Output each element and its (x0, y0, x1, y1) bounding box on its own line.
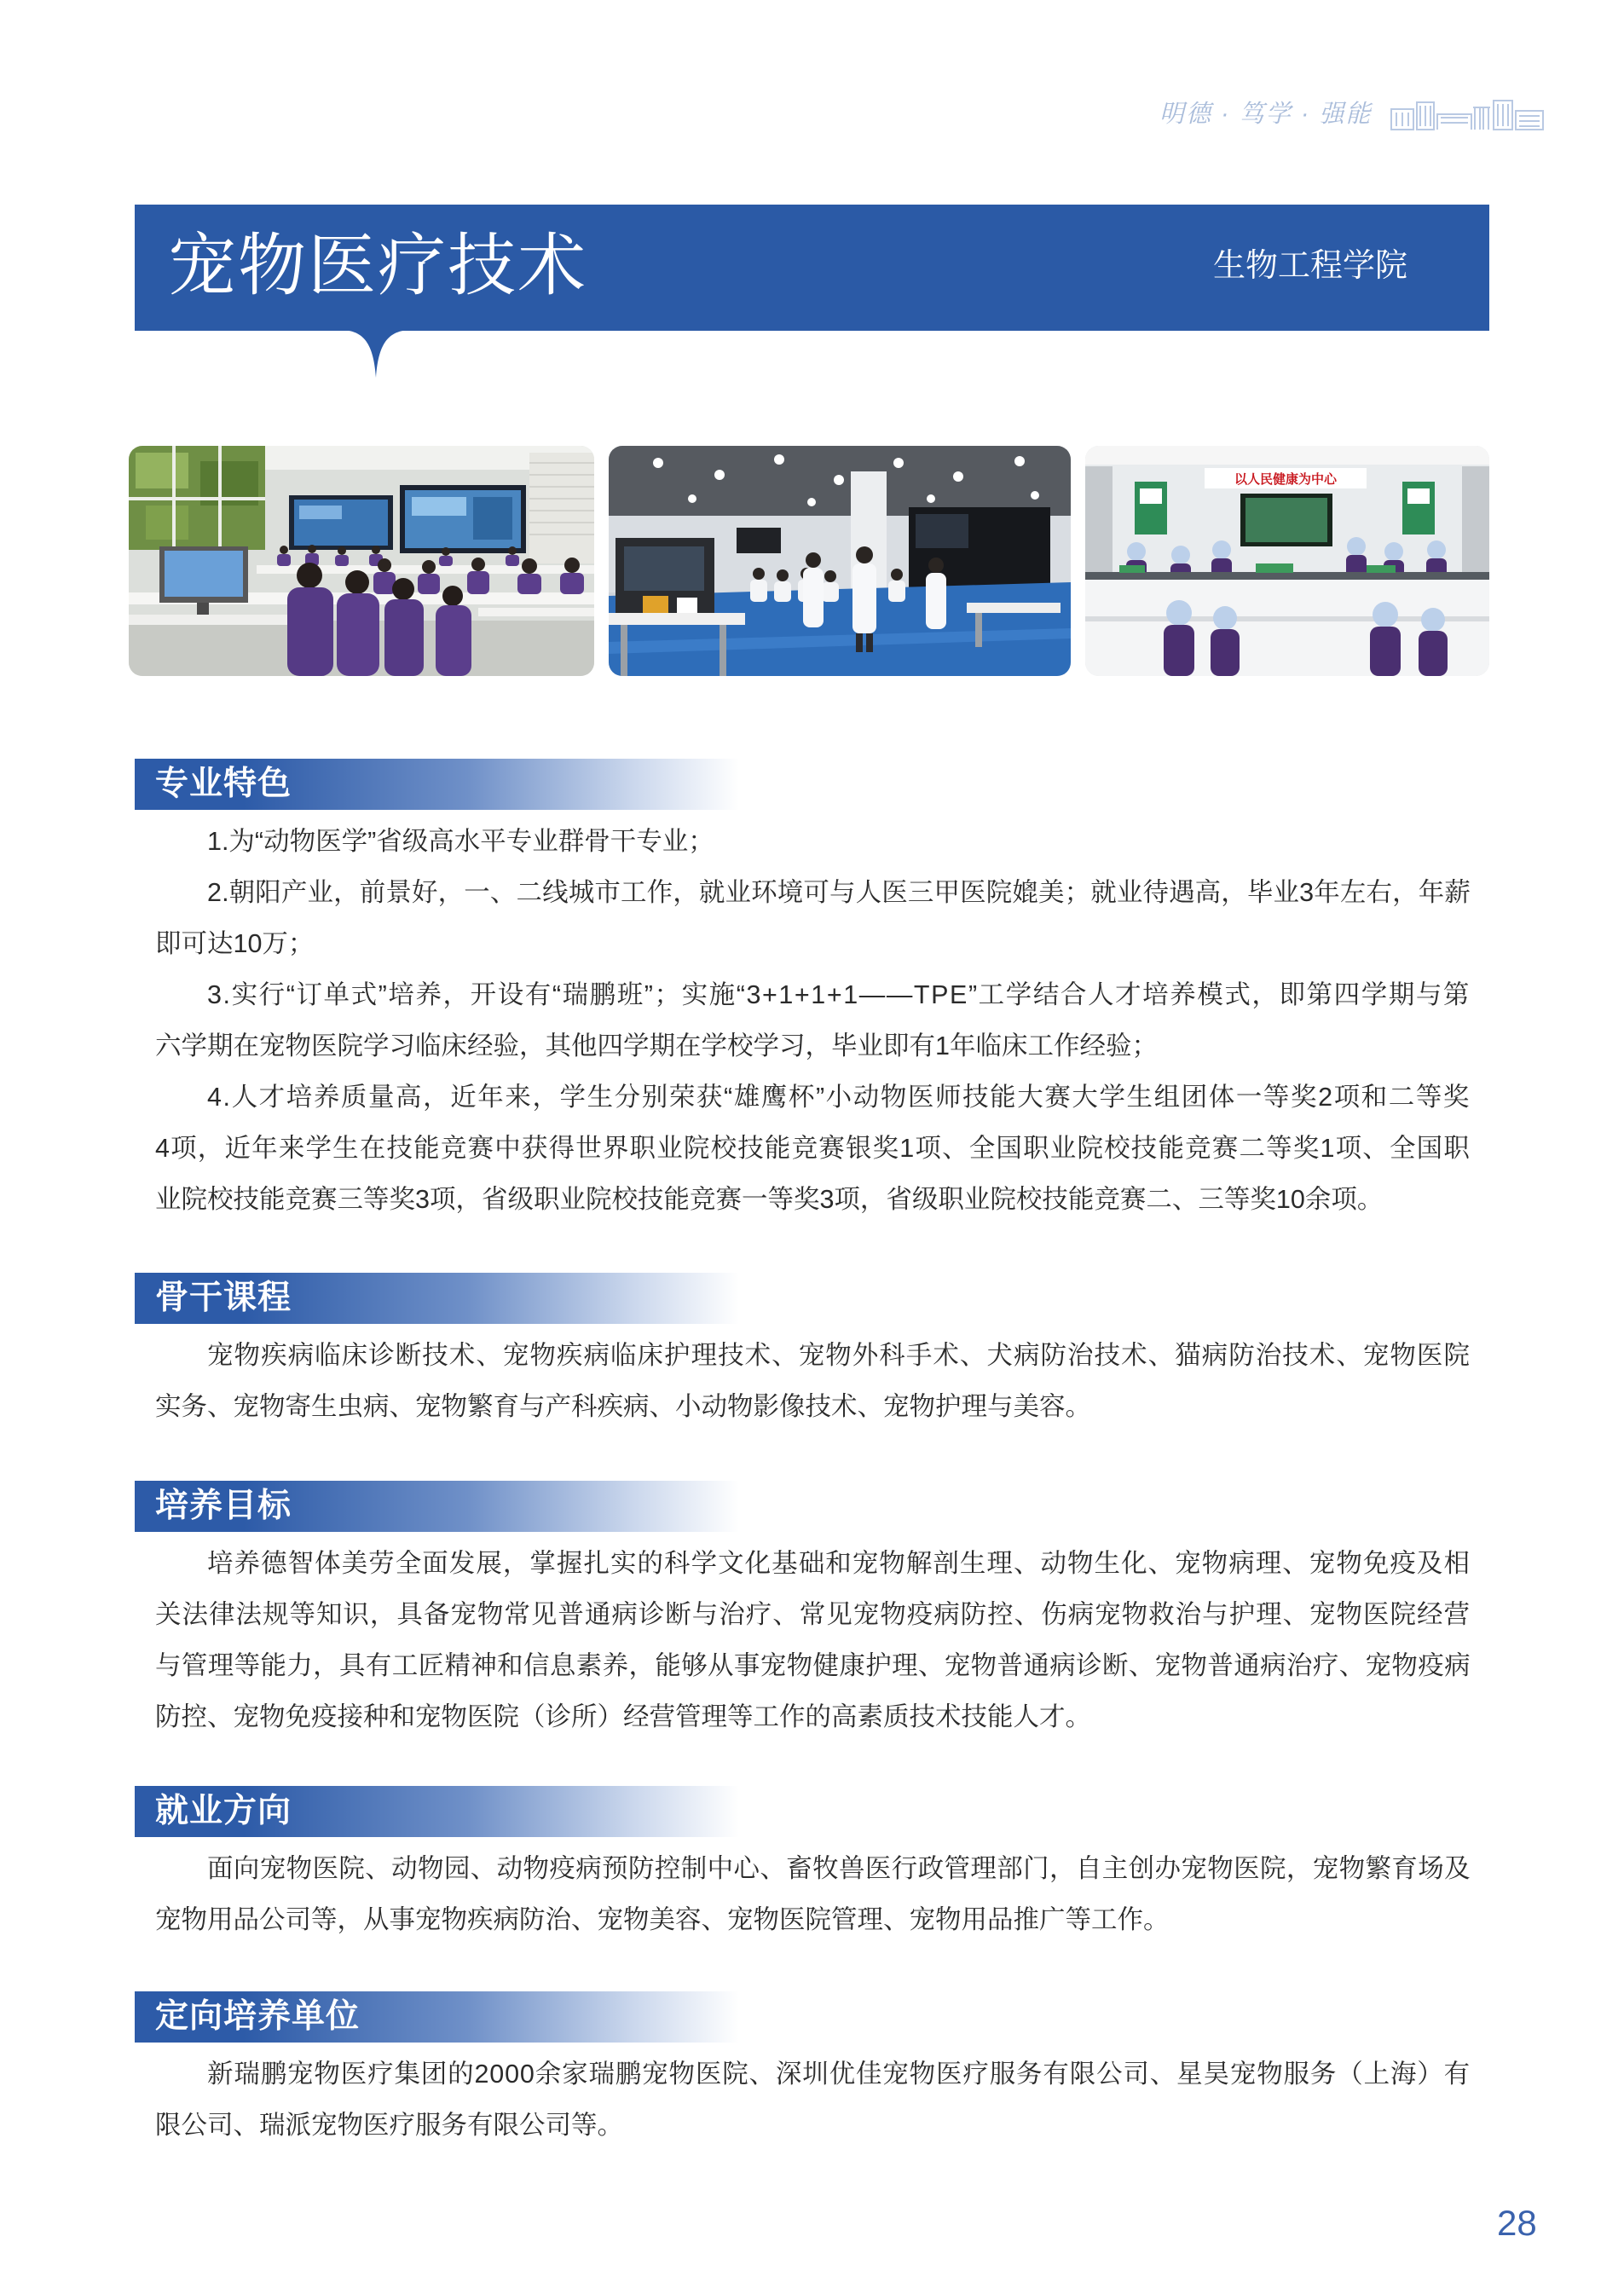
section-heading: 就业方向 (155, 1793, 292, 1829)
paragraph-line: 培养德智体美劳全面发展，掌握扎实的科学文化基础和宠物解剖生理、动物生化、宠物病理、宠物免疫及相 (207, 1549, 1471, 1578)
lab-sign (1205, 468, 1367, 488)
section-partner-units (135, 1991, 1489, 2151)
paragraph-line: 4.人才培养质量高，近年来，学生分别荣获“雄鹰杯”小动物医师技能大赛大学生组团体一等奖2项和二等奖 (207, 1083, 1471, 1112)
section-heading-bar (135, 759, 739, 810)
paragraph-line: 宠物疾病临床诊断技术、宠物疾病临床护理技术、宠物外科手术、犬病防治技术、猫病防治技术、宠物医院 (207, 1341, 1471, 1370)
paragraph-line: 3.实行“订单式”培养，开设有“瑞鹏班”；实施“3+1+1+1——TPE”工学结合人才培养模式，即第四学期与第 (207, 980, 1471, 1009)
photo-practice-hall (609, 446, 1071, 676)
title-banner (135, 205, 1489, 331)
campus-buildings-icon (1390, 97, 1545, 131)
section-body (155, 1538, 1472, 1742)
section-career-direction (135, 1786, 1489, 1945)
paragraph-line: 关法律法规等知识，具备宠物常见普通病诊断与治疗、常见宠物疫病防控、伤病宠物救治与护理、宠物医院经营 (155, 1600, 1471, 1629)
school-slogan: 明德 · 笃学 · 强能 (1159, 101, 1373, 128)
section-body (155, 816, 1472, 1225)
paragraph-line: 4项，近年来学生在技能竞赛中获得世界职业院校技能竞赛银奖1项、全国职业院校技能竞赛二等奖1项、全国职 (155, 1134, 1471, 1163)
section-heading: 骨干课程 (155, 1280, 292, 1316)
paragraph-line: 六学期在宠物医院学习临床经验，其他四学期在学校学习，毕业即有1年临床工作经验； (155, 1031, 1158, 1060)
paragraph-line: 2.朝阳产业，前景好，一、二线城市工作，就业环境可与人医三甲医院媲美；就业待遇高，毕业3年左右，年薪 (207, 878, 1471, 907)
section-training-goals (135, 1481, 1489, 1742)
section-heading: 专业特色 (155, 766, 292, 802)
section-body (155, 2048, 1472, 2151)
paragraph-line: 新瑞鹏宠物医疗集团的2000余家瑞鹏宠物医院、深圳优佳宠物医疗服务有限公司、星昊宠物服务（上海）有 (207, 2060, 1471, 2089)
paragraph-line: 1.为“动物医学”省级高水平专业群骨干专业； (207, 827, 714, 856)
paragraph-line: 实务、宠物寄生虫病、宠物繁育与产科疾病、小动物影像技术、宠物护理与美容。 (155, 1392, 1091, 1421)
paragraph-line: 宠物用品公司等，从事宠物疾病防治、宠物美容、宠物医院管理、宠物用品推广等工作。 (155, 1905, 1170, 1934)
paragraph-line: 面向宠物医院、动物园、动物疫病预防控制中心、畜牧兽医行政管理部门，自主创办宠物医院，宠物繁育场及 (207, 1854, 1471, 1883)
paragraph-line: 与管理等能力，具有工匠精神和信息素养，能够从事宠物健康护理、宠物普通病诊断、宠物普通病治疗、宠物疫病 (155, 1651, 1471, 1680)
section-heading-bar (135, 1481, 739, 1532)
section-body (155, 1843, 1472, 1945)
section-heading-bar (135, 1273, 739, 1324)
photo-computer-lab (129, 446, 594, 676)
lab-sign-text: 以人民健康为中心 (1234, 472, 1338, 487)
major-title: 宠物医疗技术 (168, 228, 587, 303)
paragraph-line: 即可达10万； (155, 929, 315, 958)
section-core-courses (135, 1273, 1489, 1432)
paragraph-line: 防控、宠物免疫接种和宠物医院（诊所）经营管理等工作的高素质技术技能人才。 (155, 1702, 1091, 1731)
photo-clinical-lab (1085, 446, 1489, 676)
college-name: 生物工程学院 (1212, 248, 1407, 284)
section-body (155, 1330, 1472, 1432)
wall-screens (289, 485, 526, 553)
section-heading: 定向培养单位 (155, 1998, 361, 2035)
paragraph-line: 限公司、瑞派宠物医疗服务有限公司等。 (155, 2111, 623, 2140)
page-number: 28 (1497, 2203, 1537, 2243)
section-heading: 培养目标 (155, 1488, 292, 1524)
section-heading-bar (135, 1786, 739, 1837)
banner-pointer (339, 330, 413, 378)
section-features (135, 759, 1489, 1225)
window-trees (129, 446, 265, 550)
lab-screen (1240, 494, 1332, 546)
section-heading-bar (135, 1991, 739, 2043)
paragraph-line: 业院校技能竞赛三等奖3项，省级职业院校技能竞赛一等奖3项，省级职业院校技能竞赛二、三等奖10余项。 (155, 1185, 1384, 1214)
